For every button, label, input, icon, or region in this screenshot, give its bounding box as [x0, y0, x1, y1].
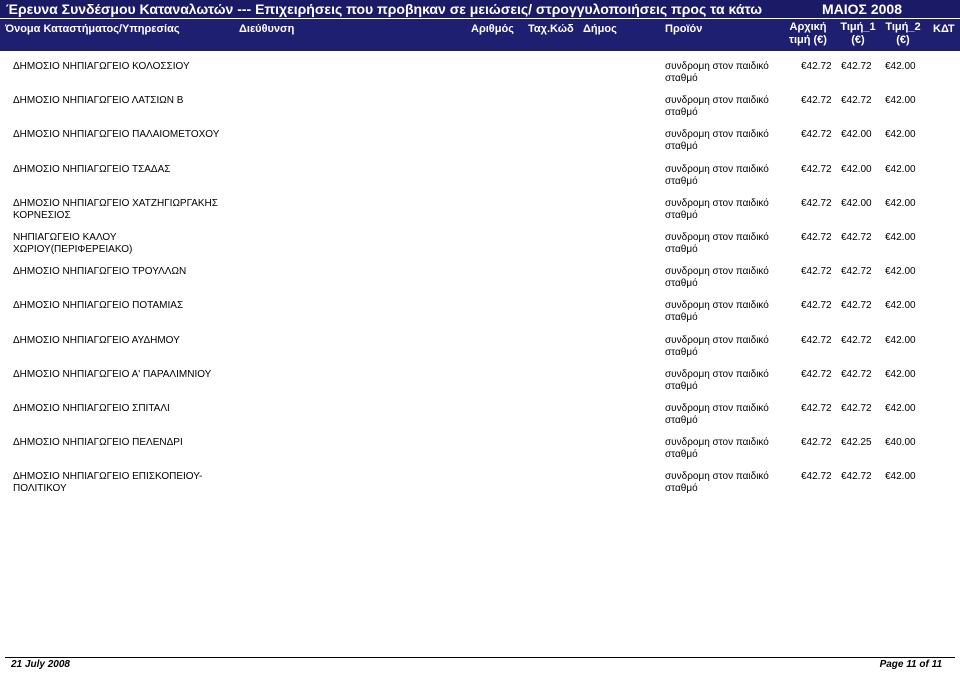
table-row: [0, 126, 960, 160]
column-header-initial-price-line1: Αρχική: [789, 21, 827, 33]
table-row: [0, 229, 960, 263]
table-row: [0, 92, 960, 126]
row-initial-price: €42.72: [801, 368, 832, 380]
row-name: ΔΗΜΟΣΙΟ ΝΗΠΙΑΓΩΓΕΙΟ ΣΠΙΤΑΛΙ: [13, 402, 170, 414]
row-price1: €42.72: [841, 300, 872, 312]
row-name: ΔΗΜΟΣΙΟ ΝΗΠΙΑΓΩΓΕΙΟ ΑΥΔΗΜΟΥ: [13, 334, 180, 346]
table-row: [0, 400, 960, 434]
row-name: ΔΗΜΟΣΙΟ ΝΗΠΙΑΓΩΓΕΙΟ ΛΑΤΣΙΩΝ Β: [13, 95, 184, 107]
table-body: [0, 58, 960, 502]
row-price1: €42.72: [841, 95, 872, 107]
footer-divider: [5, 657, 955, 658]
row-price1: €42.72: [841, 266, 872, 278]
row-initial-price: €42.72: [801, 402, 832, 414]
report-title: Έρευνα Συνδέσμου Καταναλωτών --- Επιχειρήσεις που προβηκαν σε μειώσεις/ στρογγυλοποιήσεις προς τα κάτω: [6, 1, 763, 17]
row-price1: €42.72: [841, 368, 872, 380]
row-price1: €42.72: [841, 402, 872, 414]
column-header-address: Διεύθυνση: [239, 23, 295, 35]
row-price1: €42.72: [841, 61, 872, 72]
row-initial-price: €42.72: [801, 129, 832, 141]
column-header-price2: [881, 21, 925, 47]
row-initial-price: €42.72: [801, 163, 832, 175]
row-price2: €42.00: [885, 471, 916, 483]
row-name: ΔΗΜΟΣΙΟ ΝΗΠΙΑΓΩΓΕΙΟ Α' ΠΑΡΑΛΙΜΝΙΟΥ: [13, 368, 212, 380]
row-name: ΔΗΜΟΣΙΟ ΝΗΠΙΑΓΩΓΕΙΟ ΠΕΛΕΝΔΡΙ: [13, 437, 183, 449]
row-initial-price: €42.72: [801, 471, 832, 483]
row-product: συνδρομη στον παιδικό σταθμό: [665, 368, 769, 392]
row-product: συνδρομη στον παιδικό σταθμό: [665, 231, 769, 255]
row-initial-price: €42.72: [801, 197, 832, 209]
column-header-initial-price-line2: τιμή (€): [789, 34, 827, 46]
table-row: [0, 434, 960, 468]
row-price2: €42.00: [885, 231, 916, 243]
row-initial-price: €42.72: [801, 231, 832, 243]
row-product: συνδρομη στον παιδικό σταθμό: [665, 61, 769, 84]
table-row: [0, 297, 960, 331]
report-banner: [0, 0, 960, 18]
row-price2: €42.00: [885, 197, 916, 209]
column-header-product: Προϊόν: [665, 23, 703, 35]
row-product: συνδρομη στον παιδικό σταθμό: [665, 163, 769, 187]
row-name: ΔΗΜΟΣΙΟ ΝΗΠΙΑΓΩΓΕΙΟ ΚΟΛΟΣΣΙΟΥ: [13, 61, 190, 72]
column-header-price2-line1: Τιμή_2: [885, 21, 921, 33]
row-price2: €40.00: [885, 437, 916, 449]
column-header-municipality: Δήμος: [583, 23, 617, 35]
row-price1: €42.00: [841, 129, 872, 141]
row-price2: €42.00: [885, 163, 916, 175]
column-header-kdt: ΚΔΤ: [933, 23, 955, 35]
column-header-price1-line2: (€): [851, 34, 865, 46]
row-price1: €42.72: [841, 334, 872, 346]
row-price2: €42.00: [885, 129, 916, 141]
row-product: συνδρομη στον παιδικό σταθμό: [665, 266, 769, 290]
row-initial-price: €42.72: [801, 266, 832, 278]
row-product: συνδρομη στον παιδικό σταθμό: [665, 95, 769, 119]
column-header-price2-line2: (€): [896, 34, 910, 46]
table-row: [0, 263, 960, 297]
table-row: [0, 366, 960, 400]
row-price1: €42.00: [841, 163, 872, 175]
row-name: ΔΗΜΟΣΙΟ ΝΗΠΙΑΓΩΓΕΙΟ ΠΟΤΑΜΙΑΣ: [13, 300, 184, 312]
row-product: συνδρομη στον παιδικό σταθμό: [665, 437, 769, 461]
row-price1: €42.25: [841, 437, 872, 449]
column-header-postcode: Ταχ.Κώδ: [528, 23, 574, 35]
row-price2: €42.00: [885, 300, 916, 312]
column-header-price1-line1: Τιμή_1: [840, 21, 876, 33]
row-name: ΔΗΜΟΣΙΟ ΝΗΠΙΑΓΩΓΕΙΟ ΠΑΛΑΙΟΜΕΤΟΧΟΥ: [13, 129, 220, 141]
row-price2: €42.00: [885, 368, 916, 380]
row-product: συνδρομη στον παιδικό σταθμό: [665, 334, 769, 358]
report-period: ΜΑΙΟΣ 2008: [822, 1, 902, 17]
table-row: [0, 58, 960, 92]
row-initial-price: €42.72: [801, 300, 832, 312]
row-name: ΔΗΜΟΣΙΟ ΝΗΠΙΑΓΩΓΕΙΟ ΕΠΙΣΚΟΠΕΙΟΥ-ΠΟΛΙΤΙΚΟΥ: [13, 471, 203, 495]
row-price2: €42.00: [885, 61, 916, 72]
row-initial-price: €42.72: [801, 334, 832, 346]
row-name: ΔΗΜΟΣΙΟ ΝΗΠΙΑΓΩΓΕΙΟ ΤΡΟΥΛΛΩΝ: [13, 266, 187, 278]
row-price2: €42.00: [885, 266, 916, 278]
row-product: συνδρομη στον παιδικό σταθμό: [665, 402, 769, 426]
column-header-name: Όνομα Καταστήματος/Υπηρεσίας: [5, 23, 180, 35]
row-name: ΔΗΜΟΣΙΟ ΝΗΠΙΑΓΩΓΕΙΟ ΧΑΤΖΗΓΙΩΡΓΑΚΗΣ ΚΟΡΝΕΣΙΟΣ: [13, 197, 218, 221]
row-price1: €42.72: [841, 231, 872, 243]
footer-page-number: Page 11 of 11: [879, 659, 942, 670]
row-product: συνδρομη στον παιδικό σταθμό: [665, 471, 769, 495]
column-header-initial-price: [785, 21, 831, 47]
row-name: ΔΗΜΟΣΙΟ ΝΗΠΙΑΓΩΓΕΙΟ ΤΣΑΔΑΣ: [13, 163, 171, 175]
column-header-number: Αριθμός: [471, 23, 514, 35]
row-name: ΝΗΠΙΑΓΩΓΕΙΟ ΚΑΛΟΥ ΧΩΡΙΟΥ(ΠΕΡΙΦΕΡΕΙΑΚΟ): [13, 231, 133, 255]
table-row: [0, 195, 960, 229]
table-row: [0, 468, 960, 502]
row-initial-price: €42.72: [801, 61, 832, 72]
row-product: συνδρομη στον παιδικό σταθμό: [665, 197, 769, 221]
table-row: [0, 161, 960, 195]
row-price1: €42.72: [841, 471, 872, 483]
row-initial-price: €42.72: [801, 95, 832, 107]
table-row: [0, 332, 960, 366]
footer-date: 21 July 2008: [11, 659, 70, 670]
row-product: συνδρομη στον παιδικό σταθμό: [665, 300, 769, 324]
row-initial-price: €42.72: [801, 437, 832, 449]
row-price2: €42.00: [885, 95, 916, 107]
row-price2: €42.00: [885, 334, 916, 346]
column-header-row: [0, 19, 960, 51]
row-product: συνδρομη στον παιδικό σταθμό: [665, 129, 769, 153]
row-price1: €42.00: [841, 197, 872, 209]
row-price2: €42.00: [885, 402, 916, 414]
column-header-price1: [836, 21, 880, 47]
